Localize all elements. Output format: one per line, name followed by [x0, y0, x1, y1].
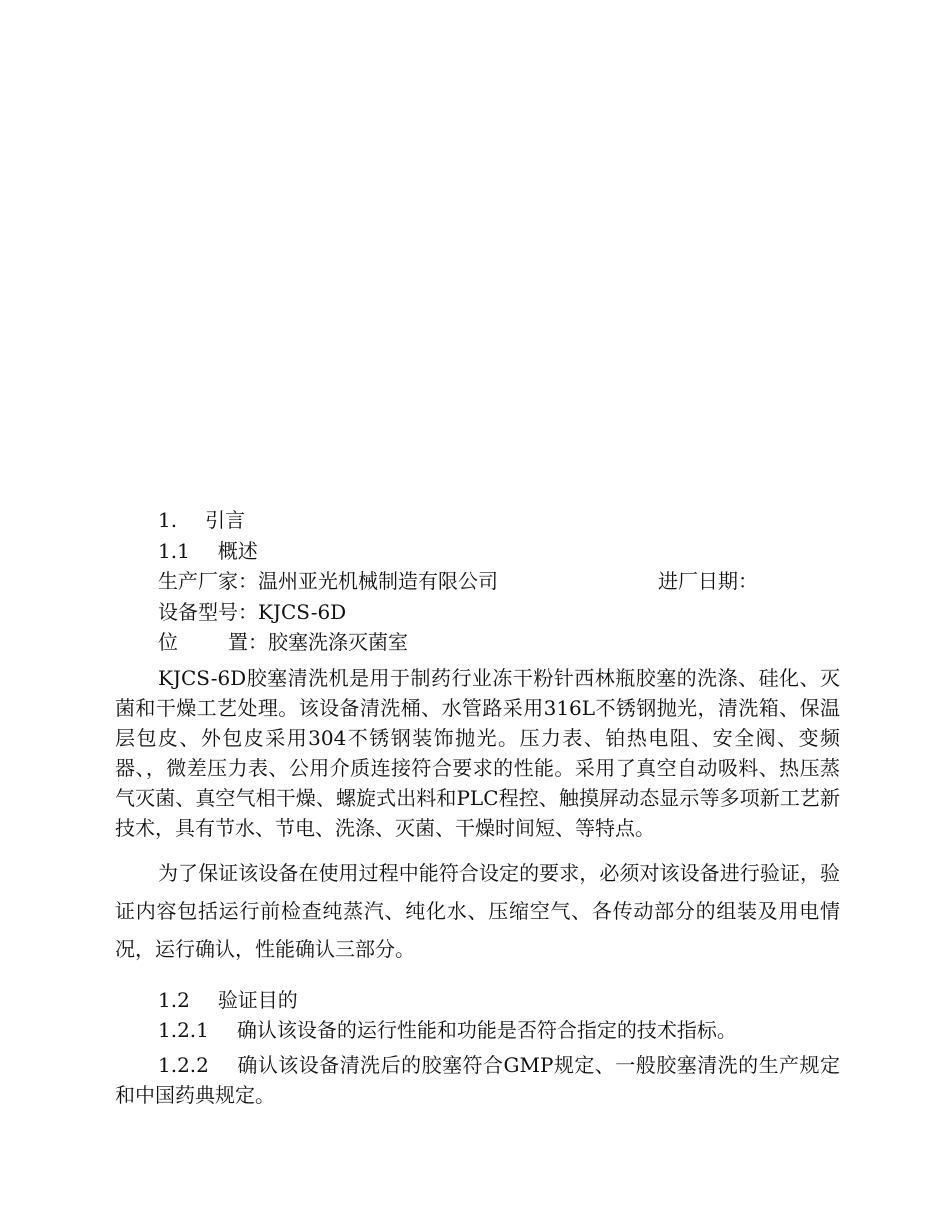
heading-1 — [158, 505, 245, 535]
entry-date-label: 进厂日期： — [658, 569, 758, 593]
item-1-2-1 — [158, 1015, 737, 1045]
location-value: 置：胶塞洗涤灭菌室 — [228, 630, 408, 654]
model: 设备型号：KJCS-6D — [158, 600, 347, 624]
heading-1-2-title: 验证目的 — [217, 988, 298, 1012]
paragraph-verification: 为了保证该设备在使用过程中能符合设定的要求，必须对该设备进行验证，验证内容包括运行前检查纯蒸汽、纯化水、压缩空气、各传动部分的组装及用电情况，运行确认，性能确认三部分。 — [115, 861, 840, 961]
paragraph-overview: KJCS-6D胶塞清洗机是用于制药行业冻干粉针西林瓶胶塞的洗涤、硅化、灭菌和干燥工艺处理。该设备清洗桶、水管路采用316L不锈钢抛光，清洗箱、保温层包皮、外包皮采用304不锈钢装饰抛光。压力表、铂热电阻、安全阀、变频器、，微差压力表、公用介质连接符合要求的性能。采用了真空自动吸料、热压蒸气灭菌、真空气相干燥、螺旋式出料和PLC程控、触摸屏动态显示等多项新工艺新技术，具有节水、节电、洗涤、灭菌、干燥时间短、等特点。 — [115, 666, 840, 840]
heading-1-2 — [158, 985, 298, 1015]
location-line — [158, 627, 408, 657]
heading-1-title: 引言 — [205, 508, 246, 532]
item-1-2-2 — [115, 1050, 840, 1110]
heading-1-1 — [158, 536, 258, 566]
item-1-2-2-text: 确认该设备清洗后的胶塞符合GMP规定、一般胶塞清洗的生产规定和中国药典规定。 — [115, 1053, 840, 1107]
item-1-2-1-number: 1.2.1 — [158, 1018, 209, 1042]
item-1-2-1-text: 确认该设备的运行性能和功能是否符合指定的技术指标。 — [236, 1018, 737, 1042]
item-1-2-2-number: 1.2.2 — [158, 1053, 209, 1077]
manufacturer-line — [158, 566, 498, 596]
location-label: 位 — [158, 630, 178, 654]
model-line — [158, 597, 346, 627]
heading-1-2-number: 1.2 — [158, 988, 190, 1012]
heading-1-number: 1. — [158, 508, 178, 532]
manufacturer: 生产厂家：温州亚光机械制造有限公司 — [158, 569, 498, 593]
heading-1-1-title: 概述 — [217, 539, 258, 563]
heading-1-1-number: 1.1 — [158, 539, 190, 563]
